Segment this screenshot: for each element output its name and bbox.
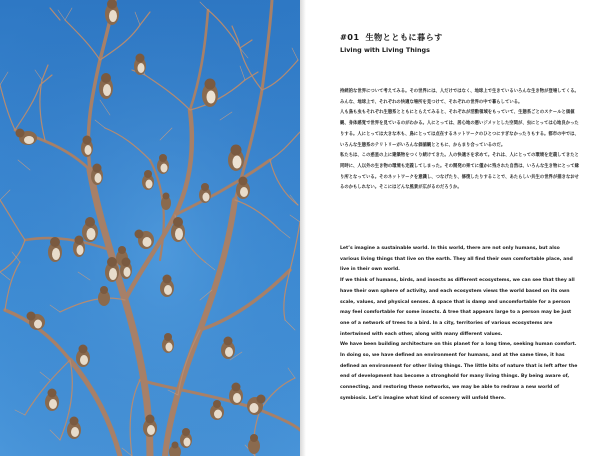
article-number: #01 (340, 32, 360, 42)
japanese-body-text (340, 87, 580, 194)
jp-paragraph: 人も鳥も虫もそれぞれ生態系とともにとらえてみると、それぞれが活動領域をもっていて、生態系ごとのスケールと価値観、身体感覚で世界を見ているのがわかる。人にとっては、居心地の悪いジメッとした空間が、虫にとっては心地良かったりする。人にとっては大きな木も、鳥にとっては点在するネットワークのひとつにすぎなかったりもする。都市の中では、いろんな生態系のテリトリーがいろんな価値観とともに、からまり合っているのだ。 (340, 110, 579, 148)
article-title-en: Living with Living Things (340, 46, 430, 54)
article-page (306, 0, 600, 456)
en-paragraph: We have been building architecture on this planet for a long time, seeking human comfort. In doing so, we have defined an environment for humans, and at the same time, it has defined an environment for other living things. The little bits of nature that is left after the end of development has become a stronghold for many living things. By being aware of, connecting, and restoring these networks, we may be able to redraw a new world of symbiosis. Let’s imagine what kind of scenery will unfold there. (340, 342, 578, 401)
english-body-text (340, 244, 580, 405)
jp-paragraph: 私たちは、この惑星の上に建築物をつくり続けてきた。人の快適さを求めて。それは、人にとっての環境を定義してきたと同時に、人以外の生き物の環境も定義してしまった。その開発の果てに僅かに残された自然は、いろんな生き物にとって縁り所となっている。そのネットワークを意識し、つなげたり、修復したりすることで、あたらしい共生の世界が描きなおせるのかもしれない。そこにはどんな風景が広がるのだろうか。 (340, 153, 579, 191)
jp-paragraph: 持続的な世界について考えてみる。その世界には、人だけではなく、地球上で生きているいろんな生き物が登場してくる。みんな、地球上で、それぞれの快適な場所を見つけて、それぞれの世界の中で暮らしている。 (340, 89, 579, 105)
en-paragraph: Let’s imagine a sustainable world. In this world, there are not only humans, but also various living things that live on the earth. They all find their own comfortable place, and live in their own world. (340, 246, 573, 273)
article-title-jp: 生物とともに暮らす (365, 32, 443, 42)
article-heading (340, 32, 443, 43)
en-paragraph: If we think of humans, birds, and insects as different ecosystems, we can see that they all have their own sphere of activity, and each ecosystem views the world based on its own scale, values, and physical senses. A space that is damp and uncomfortable for a person may feel comfortable for some insects. A tree that appears large to a person may be just one of a network of trees to a bird. In a city, territories of various ecosystems are intertwined with each other, along with many different values. (340, 278, 575, 337)
